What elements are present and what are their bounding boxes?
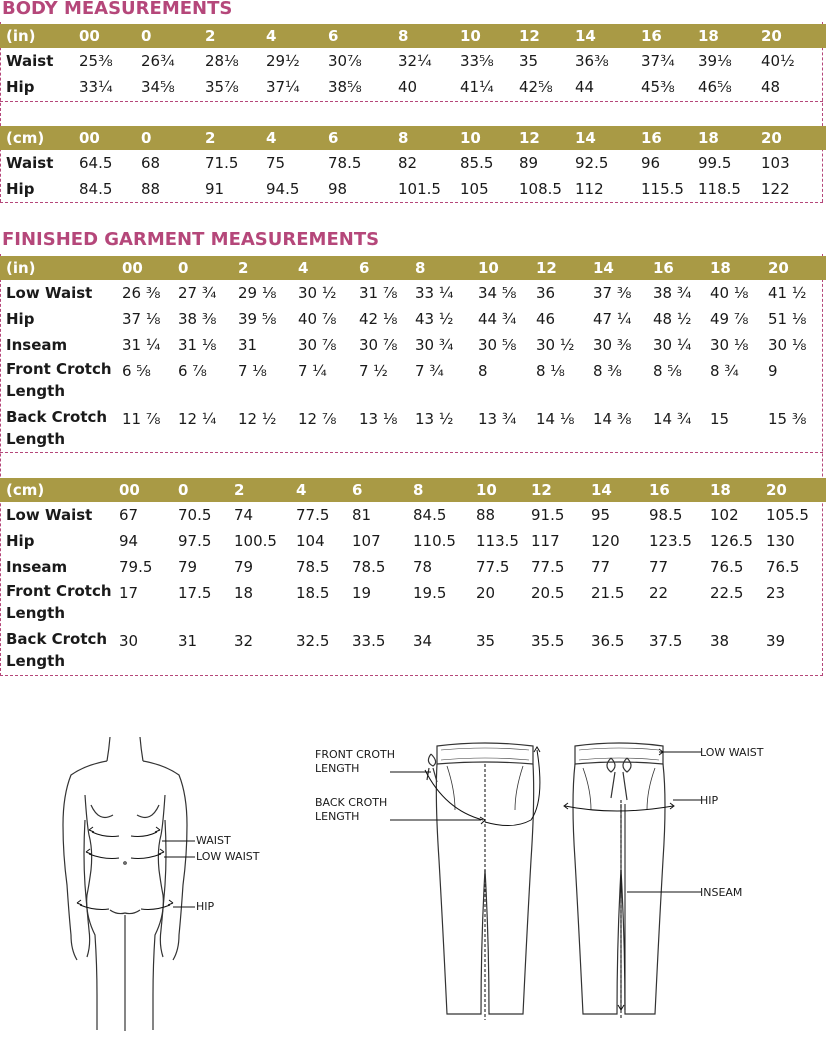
- table-header-row: [0, 256, 826, 280]
- measurement-cell: 85.5: [460, 154, 494, 172]
- measurement-cell: 123.5: [649, 532, 692, 550]
- table-row: [0, 332, 826, 358]
- measurement-cell: 8 ¾: [710, 362, 739, 380]
- measurement-cell: 8 ⅛: [536, 362, 565, 380]
- finished-in-bottom-dash: [0, 452, 823, 453]
- measurement-cell: 40½: [761, 52, 795, 70]
- measurement-cell: 27 ¾: [178, 284, 217, 302]
- measurement-cell: 38⅝: [328, 78, 362, 96]
- size-header-cell: 10: [478, 256, 536, 280]
- measurement-cell: 31: [238, 336, 258, 354]
- table-row: [0, 306, 826, 332]
- size-header-cell: 00: [79, 24, 141, 48]
- measurement-cell: 49 ⅞: [710, 310, 749, 328]
- measurement-cell: 42 ⅛: [359, 310, 398, 328]
- measurement-cell: 113.5: [476, 532, 519, 550]
- body-hip-label: HIP: [196, 900, 215, 913]
- measurement-cell: 8: [478, 362, 488, 380]
- measurement-cell: 48: [761, 78, 781, 96]
- measurement-cell: 19: [352, 584, 372, 602]
- row-label: Hip: [6, 78, 35, 96]
- measurement-cell: 30⅞: [328, 52, 362, 70]
- measurement-cell: 34: [413, 632, 433, 650]
- table-row: [0, 74, 826, 100]
- measurement-cell: 115.5: [641, 180, 684, 198]
- body-cm-table: [0, 126, 826, 202]
- measurement-cell: 31 ¼: [122, 336, 161, 354]
- measurement-cell: 30 ¼: [653, 336, 692, 354]
- measurement-cell: 22.5: [710, 584, 744, 602]
- size-header-cell: 2: [238, 256, 298, 280]
- size-header-cell: 4: [266, 126, 328, 150]
- measurement-cell: 100.5: [234, 532, 277, 550]
- measurement-cell: 77.5: [476, 558, 510, 576]
- size-header-cell: 12: [519, 126, 575, 150]
- table-row: [0, 280, 826, 306]
- body-low-waist-label: LOW WAIST: [196, 850, 260, 863]
- body-in-bottom-dash: [0, 101, 823, 102]
- measurement-cell: 39 ⅝: [238, 310, 277, 328]
- measurement-cell: 46⅝: [698, 78, 732, 96]
- measurement-cell: 38: [710, 632, 730, 650]
- measurement-cell: 38 ¾: [653, 284, 692, 302]
- size-header-cell: 12: [519, 24, 575, 48]
- measurement-cell: 42⅝: [519, 78, 553, 96]
- measurement-cell: 77.5: [296, 506, 330, 524]
- measurement-cell: 70.5: [178, 506, 212, 524]
- size-header-cell: 2: [205, 126, 266, 150]
- size-header-cell: 6: [352, 478, 413, 502]
- measurement-cell: 98.5: [649, 506, 683, 524]
- measurement-cell: 48 ½: [653, 310, 692, 328]
- size-header-cell: 20: [766, 478, 826, 502]
- table-row: [0, 358, 826, 406]
- measurement-cell: 68: [141, 154, 161, 172]
- measurement-cell: 29½: [266, 52, 300, 70]
- measurement-cell: 8 ⅜: [593, 362, 622, 380]
- measurement-cell: 14 ¾: [653, 410, 692, 428]
- measurement-cell: 78.5: [352, 558, 386, 576]
- measurement-cell: 20.5: [531, 584, 565, 602]
- measurement-cell: 96: [641, 154, 661, 172]
- measurement-cell: 74: [234, 506, 254, 524]
- measurement-cell: 78.5: [296, 558, 330, 576]
- size-header-cell: 0: [178, 256, 238, 280]
- row-label: Hip: [6, 180, 35, 198]
- measurement-cell: 37¼: [266, 78, 300, 96]
- measurement-cell: 35⅞: [205, 78, 239, 96]
- measurement-cell: 30 ⅞: [298, 336, 337, 354]
- size-header-cell: 4: [266, 24, 328, 48]
- body-measurements-title: BODY MEASUREMENTS: [2, 0, 233, 19]
- size-header-cell: 8: [398, 24, 460, 48]
- measurement-cell: 71.5: [205, 154, 239, 172]
- finished-cm-table: [0, 478, 826, 676]
- measurement-cell: 64.5: [79, 154, 113, 172]
- size-header-cell: 6: [328, 24, 398, 48]
- measurement-cell: 11 ⅞: [122, 410, 161, 428]
- measurement-cell: 17.5: [178, 584, 212, 602]
- row-label: Front Crotch Length: [6, 360, 112, 400]
- body-figure-illustration: [55, 735, 195, 1035]
- measurement-cell: 37.5: [649, 632, 683, 650]
- measurement-cell: 30 ½: [298, 284, 337, 302]
- measurement-cell: 32: [234, 632, 254, 650]
- measurement-cell: 13 ⅛: [359, 410, 398, 428]
- row-label: Waist: [6, 154, 54, 172]
- size-header-cell: 20: [761, 126, 826, 150]
- measurement-cell: 12 ½: [238, 410, 277, 428]
- measurement-cell: 47 ¼: [593, 310, 632, 328]
- measurement-cell: 36: [536, 284, 556, 302]
- measurement-cell: 77: [649, 558, 669, 576]
- size-header-cell: 20: [761, 24, 826, 48]
- unit-header-cell: (in): [0, 256, 122, 280]
- measurement-cell: 41¼: [460, 78, 494, 96]
- measurement-cell: 37 ⅛: [122, 310, 161, 328]
- front-crotch-label: FRONT CROTH LENGTH: [315, 748, 396, 775]
- measurement-cell: 6 ⅝: [122, 362, 151, 380]
- measurement-cell: 91.5: [531, 506, 565, 524]
- row-label: Inseam: [6, 558, 68, 576]
- finished-cm-bottom-dash: [0, 675, 823, 676]
- size-header-cell: 6: [359, 256, 415, 280]
- table-row: [0, 628, 826, 676]
- measurement-cell: 22: [649, 584, 669, 602]
- unit-header-cell: (cm): [0, 478, 119, 502]
- measurement-cell: 31 ⅛: [178, 336, 217, 354]
- pants-hip-label: HIP: [700, 794, 719, 807]
- measurement-cell: 37 ⅜: [593, 284, 632, 302]
- size-header-cell: 4: [298, 256, 359, 280]
- measurement-cell: 43 ½: [415, 310, 454, 328]
- size-header-cell: 0: [141, 24, 205, 48]
- measurement-cell: 25⅜: [79, 52, 113, 70]
- size-header-cell: 14: [575, 126, 641, 150]
- measurement-cell: 30 ¾: [415, 336, 454, 354]
- size-header-cell: 16: [641, 24, 698, 48]
- measurement-cell: 30 ⅛: [768, 336, 807, 354]
- measurement-cell: 36⅜: [575, 52, 609, 70]
- measurement-cell: 30 ½: [536, 336, 575, 354]
- measurement-cell: 112: [575, 180, 604, 198]
- measurement-cell: 30 ⅛: [710, 336, 749, 354]
- measurement-cell: 26 ⅜: [122, 284, 161, 302]
- measurement-cell: 41 ½: [768, 284, 807, 302]
- measurement-cell: 45⅜: [641, 78, 675, 96]
- measurement-cell: 37¾: [641, 52, 675, 70]
- measurement-cell: 30: [119, 632, 139, 650]
- size-header-cell: 10: [476, 478, 531, 502]
- pants-inseam-label: INSEAM: [700, 886, 743, 899]
- measurement-cell: 88: [476, 506, 496, 524]
- measurement-cell: 9: [768, 362, 778, 380]
- measurement-cell: 33⅝: [460, 52, 494, 70]
- measurement-cell: 46: [536, 310, 556, 328]
- row-label: Hip: [6, 310, 35, 328]
- measurement-cell: 15: [710, 410, 730, 428]
- size-header-cell: 18: [698, 126, 761, 150]
- finished-measurements-title: FINISHED GARMENT MEASUREMENTS: [2, 229, 380, 250]
- table-header-row: [0, 126, 826, 150]
- table-header-row: [0, 478, 826, 502]
- size-header-cell: 6: [328, 126, 398, 150]
- measurement-cell: 102: [710, 506, 739, 524]
- row-label: Low Waist: [6, 284, 93, 302]
- measurement-cell: 14 ⅛: [536, 410, 575, 428]
- measurement-cell: 99.5: [698, 154, 732, 172]
- measurement-cell: 104: [296, 532, 325, 550]
- measurement-cell: 97.5: [178, 532, 212, 550]
- size-header-cell: 8: [415, 256, 478, 280]
- measurement-cell: 8 ⅝: [653, 362, 682, 380]
- size-header-cell: 16: [641, 126, 698, 150]
- measurement-cell: 126.5: [710, 532, 753, 550]
- measurement-cell: 122: [761, 180, 790, 198]
- measurement-cell: 44: [575, 78, 595, 96]
- measurement-cell: 40 ⅞: [298, 310, 337, 328]
- row-label: Front Crotch Length: [6, 582, 112, 622]
- table-row: [0, 48, 826, 74]
- measurement-cell: 110.5: [413, 532, 456, 550]
- measurement-cell: 77: [591, 558, 611, 576]
- size-header-cell: 8: [413, 478, 476, 502]
- measurement-cell: 78.5: [328, 154, 362, 172]
- measurement-cell: 29 ⅛: [238, 284, 277, 302]
- size-header-cell: 00: [122, 256, 178, 280]
- measurement-cell: 103: [761, 154, 790, 172]
- table-header-row: [0, 24, 826, 48]
- measurement-cell: 34⅝: [141, 78, 175, 96]
- unit-header-cell: (cm): [0, 126, 79, 150]
- measurement-cell: 44 ¾: [478, 310, 517, 328]
- measurement-cell: 51 ⅛: [768, 310, 807, 328]
- size-header-cell: 12: [536, 256, 593, 280]
- measurement-cell: 31: [178, 632, 198, 650]
- measurement-cell: 7 ⅛: [238, 362, 267, 380]
- table-row: [0, 528, 826, 554]
- measurement-cell: 94: [119, 532, 139, 550]
- size-header-cell: 16: [649, 478, 710, 502]
- size-header-cell: 18: [698, 24, 761, 48]
- measurement-cell: 79: [234, 558, 254, 576]
- measurement-cell: 117: [531, 532, 560, 550]
- measurement-cell: 79: [178, 558, 198, 576]
- measurement-cell: 32¼: [398, 52, 432, 70]
- measurement-cell: 35: [519, 52, 539, 70]
- measurement-cell: 6 ⅞: [178, 362, 207, 380]
- measurement-cell: 12 ¼: [178, 410, 217, 428]
- size-header-cell: 18: [710, 256, 768, 280]
- body-cm-bottom-dash: [0, 202, 823, 203]
- measurement-cell: 36.5: [591, 632, 625, 650]
- measurement-cell: 19.5: [413, 584, 447, 602]
- row-label: Back Crotch Length: [6, 630, 108, 670]
- measurement-cell: 105.5: [766, 506, 809, 524]
- size-header-cell: 16: [653, 256, 710, 280]
- size-header-cell: 14: [591, 478, 649, 502]
- table-row: [0, 406, 826, 454]
- back-crotch-label: BACK CROTH LENGTH: [315, 796, 388, 823]
- table-row: [0, 554, 826, 580]
- measurement-cell: 12 ⅞: [298, 410, 337, 428]
- measurement-cell: 32.5: [296, 632, 330, 650]
- measurement-cell: 28⅛: [205, 52, 239, 70]
- size-header-cell: 00: [79, 126, 141, 150]
- measurement-cell: 33.5: [352, 632, 386, 650]
- size-header-cell: 4: [296, 478, 352, 502]
- measurement-cell: 38 ⅜: [178, 310, 217, 328]
- size-header-cell: 2: [234, 478, 296, 502]
- measurement-cell: 18: [234, 584, 254, 602]
- row-label: Back Crotch Length: [6, 408, 108, 448]
- measurement-cell: 76.5: [710, 558, 744, 576]
- measurement-cell: 82: [398, 154, 418, 172]
- measurement-cell: 120: [591, 532, 620, 550]
- measurement-cell: 88: [141, 180, 161, 198]
- measurement-cell: 95: [591, 506, 611, 524]
- measurement-cell: 13 ¾: [478, 410, 517, 428]
- measurement-cell: 94.5: [266, 180, 300, 198]
- size-header-cell: 0: [141, 126, 205, 150]
- measurement-cell: 7 ¾: [415, 362, 444, 380]
- measurement-cell: 31 ⅞: [359, 284, 398, 302]
- measurement-cell: 101.5: [398, 180, 441, 198]
- size-header-cell: 00: [119, 478, 178, 502]
- measurement-cell: 30 ⅜: [593, 336, 632, 354]
- size-header-cell: 14: [593, 256, 653, 280]
- size-header-cell: 0: [178, 478, 234, 502]
- body-inches-table: [0, 24, 826, 100]
- measurement-cell: 15 ⅜: [768, 410, 807, 428]
- table-row: [0, 176, 826, 202]
- measurement-cell: 7 ½: [359, 362, 388, 380]
- measurement-cell: 84.5: [413, 506, 447, 524]
- measurement-cell: 34 ⅝: [478, 284, 517, 302]
- measurement-cell: 13 ½: [415, 410, 454, 428]
- measurement-cell: 79.5: [119, 558, 153, 576]
- measurement-cell: 39⅛: [698, 52, 732, 70]
- unit-header-cell: (in): [0, 24, 79, 48]
- table-row: [0, 580, 826, 628]
- measurement-cell: 35.5: [531, 632, 565, 650]
- pants-back-illustration: [555, 740, 705, 1025]
- measurement-cell: 18.5: [296, 584, 330, 602]
- measurement-cell: 108.5: [519, 180, 562, 198]
- measurement-cell: 40: [398, 78, 418, 96]
- measurement-cell: 39: [766, 632, 786, 650]
- row-label: Hip: [6, 532, 35, 550]
- size-header-cell: 8: [398, 126, 460, 150]
- measurement-cell: 130: [766, 532, 795, 550]
- measurement-cell: 40 ⅛: [710, 284, 749, 302]
- measurement-cell: 14 ⅜: [593, 410, 632, 428]
- row-label: Waist: [6, 52, 54, 70]
- measurement-cell: 21.5: [591, 584, 625, 602]
- measurement-cell: 118.5: [698, 180, 741, 198]
- measurement-cell: 81: [352, 506, 372, 524]
- measurement-cell: 23: [766, 584, 786, 602]
- size-header-cell: 2: [205, 24, 266, 48]
- measurement-cell: 92.5: [575, 154, 609, 172]
- measurement-cell: 20: [476, 584, 496, 602]
- measurement-cell: 30 ⅝: [478, 336, 517, 354]
- measurement-cell: 98: [328, 180, 348, 198]
- measurement-cell: 89: [519, 154, 539, 172]
- measurement-cell: 33 ¼: [415, 284, 454, 302]
- measurement-cell: 75: [266, 154, 286, 172]
- pants-low-waist-label: LOW WAIST: [700, 746, 764, 759]
- measurement-cell: 84.5: [79, 180, 113, 198]
- finished-inches-table: [0, 256, 826, 454]
- measurement-cell: 107: [352, 532, 381, 550]
- measurement-cell: 76.5: [766, 558, 800, 576]
- size-header-cell: 10: [460, 24, 519, 48]
- measurement-cell: 78: [413, 558, 433, 576]
- measurement-cell: 26¾: [141, 52, 175, 70]
- row-label: Low Waist: [6, 506, 93, 524]
- pants-front-illustration: [385, 740, 555, 1025]
- measurement-cell: 35: [476, 632, 496, 650]
- size-header-cell: 20: [768, 256, 826, 280]
- size-header-cell: 10: [460, 126, 519, 150]
- measurement-cell: 77.5: [531, 558, 565, 576]
- measurement-cell: 33¼: [79, 78, 113, 96]
- measurement-cell: 105: [460, 180, 489, 198]
- body-waist-label: WAIST: [196, 834, 231, 847]
- measurement-cell: 91: [205, 180, 225, 198]
- table-row: [0, 502, 826, 528]
- measurement-cell: 7 ¼: [298, 362, 327, 380]
- size-header-cell: 18: [710, 478, 766, 502]
- row-label: Inseam: [6, 336, 68, 354]
- size-header-cell: 14: [575, 24, 641, 48]
- size-header-cell: 12: [531, 478, 591, 502]
- measurement-cell: 17: [119, 584, 139, 602]
- measurement-cell: 30 ⅞: [359, 336, 398, 354]
- measurement-cell: 67: [119, 506, 139, 524]
- table-row: [0, 150, 826, 176]
